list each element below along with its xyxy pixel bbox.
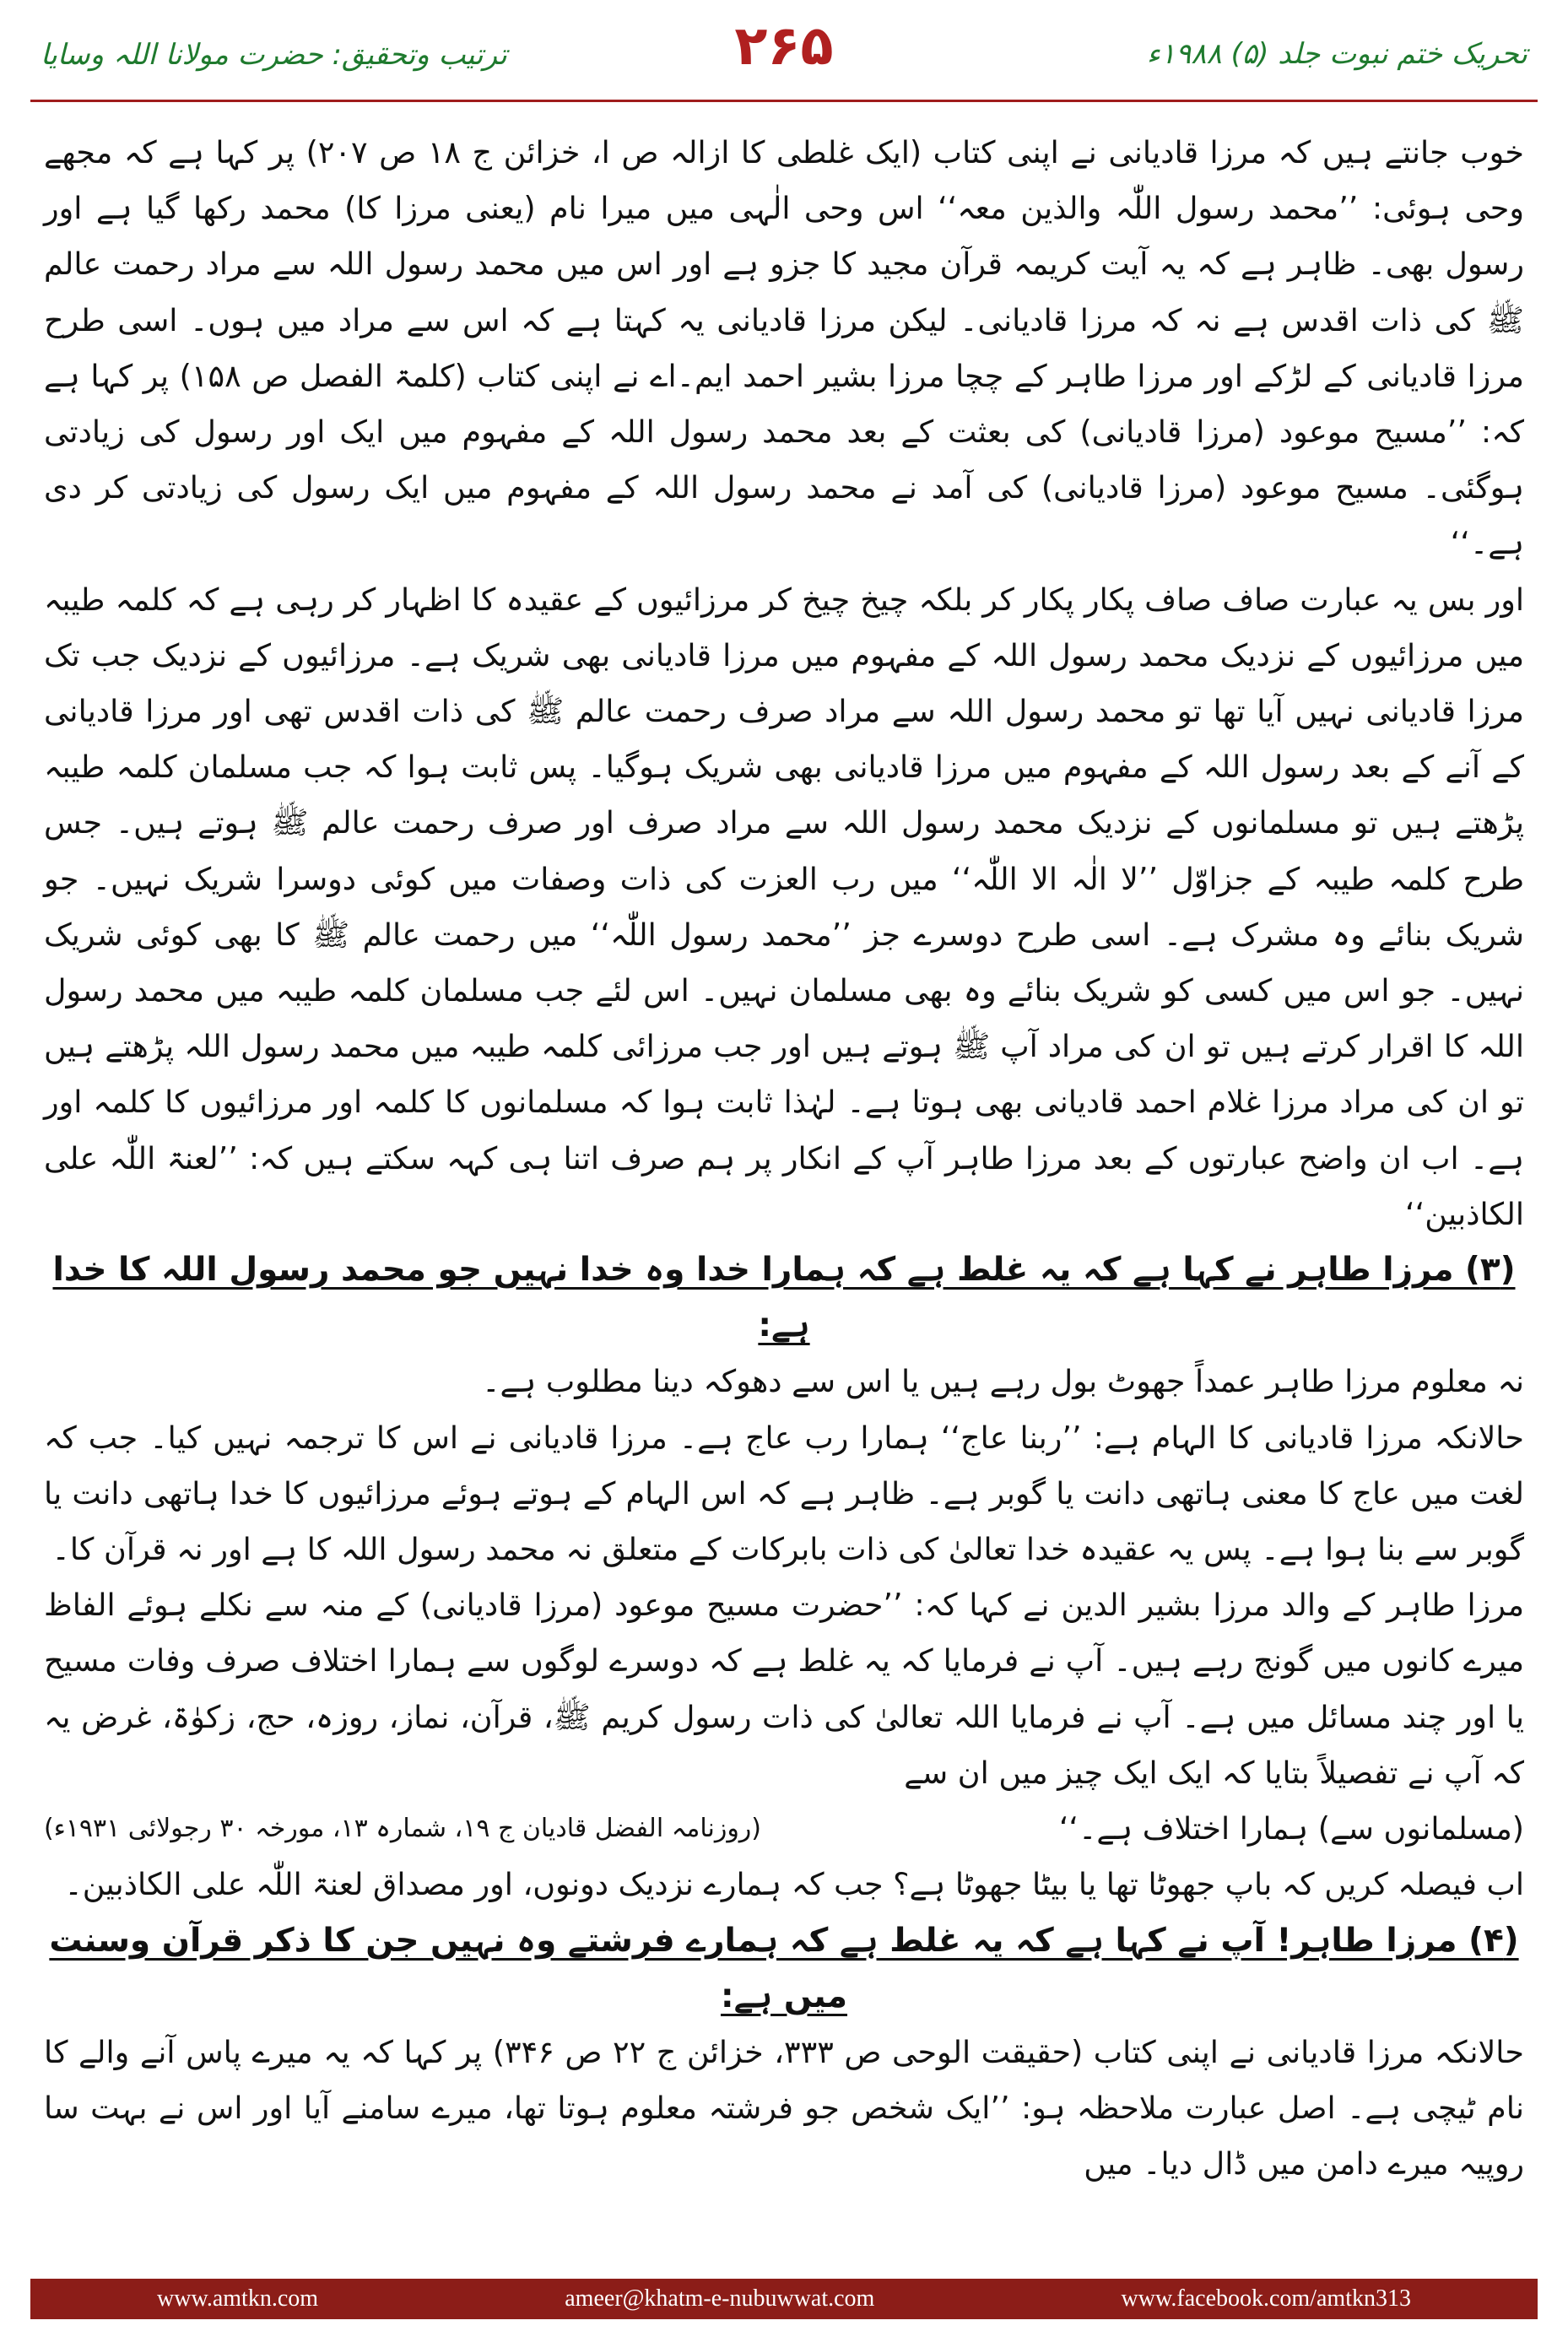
footer-facebook-link[interactable]: www.facebook.com/amtkn313 [1121,2285,1411,2312]
page-body [44,125,1524,2269]
page-header [0,0,1568,118]
paragraph-4: حالانکہ مرزا قادیانی کا الہام ہے: ’’ربنا عاج‘‘ ہمارا رب عاج ہے۔ مرزا قادیانی نے اس کا ترجمہ نہیں کیا۔ جب کہ لغت میں عاج کا معنی ہاتھی دانت یا گوبر ہے۔ ظاہر ہے کہ اس الہام کے ہوتے ہوئے مرزائیوں کا خدا ہاتھی دانت یا گوبر سے بنا ہوا ہے۔ پس یہ عقیدہ خدا تعالیٰ کی ذات بابرکات کے متعلق نہ محمد رسول اللہ کا ہے اور نہ قرآن کا۔ [44,1419,1524,1568]
paragraph-last: حالانکہ مرزا قادیانی نے اپنی کتاب (حقیقت الوحی ص ۳۳۳، خزائن ج ۲۲ ص ۳۴۶) پر کہا کہ یہ میرے پاس آنے والے کا نام ٹیچی ہے۔ اصل عبارت ملاحظہ ہو: ’’ایک شخص جو فرشتہ معلوم ہوتا تھا، میرے سامنے آیا اور اس نے بہت سا روپیہ میرے دامن میں ڈال دیا۔ میں [44,2033,1524,2182]
quote-end-text: (مسلمانوں سے) ہمارا اختلاف ہے۔‘‘ [1058,1810,1524,1847]
section-heading-4: (۴) مرزا طاہر! آپ نے کہا ہے کہ یہ غلط ہے کہ ہمارے فرشتے وہ نہیں جن کا ذکر قرآن وسنت میں ہے: [49,1921,1519,2015]
paragraph-2: اور بس یہ عبارت صاف صاف پکار پکار کر بلکہ چیخ چیخ کر مرزائیوں کے عقیدہ کا اظہار کر رہی ہے کہ کلمہ طیبہ میں مرزائیوں کے نزدیک محمد رسول اللہ کے مفہوم میں مرزا قادیانی بھی شریک ہے۔ مرزائیوں کے نزدیک جب تک مرزا قادیانی نہیں آیا تھا تو محمد رسول اللہ سے مراد صرف رحمت عالم ﷺ کی ذات اقدس تھی اور مرزا قادیانی کے آنے کے بعد رسول اللہ کے مفہوم میں مرزا قادیانی بھی شریک ہوگیا۔ پس ثابت ہوا کہ جب مسلمان کلمہ طیبہ پڑھتے ہیں تو مسلمانوں کے نزدیک محمد رسول اللہ سے مراد صرف اور صرف رحمت عالم ﷺ ہوتے ہیں۔ جس طرح کلمہ طیبہ کے جزاوّل ’’لا الٰہ الا اللّٰہ‘‘ میں رب العزت کی ذات وصفات میں کوئی دوسرا شریک نہیں۔ جو شریک بنائے وہ مشرک ہے۔ اسی طرح دوسرے جز ’’محمد رسول اللّٰہ‘‘ میں رحمت عالم ﷺ کا بھی کوئی شریک نہیں۔ جو اس میں کسی کو شریک بنائے وہ بھی مسلمان نہیں۔ اس لئے جب مسلمان کلمہ طیبہ میں محمد رسول اللہ کا اقرار کرتے ہیں تو ان کی مراد آپ ﷺ ہوتے ہیں اور جب مرزائی کلمہ طیبہ میں محمد رسول اللہ پڑھتے ہیں تو ان کی مراد مرزا غلام احمد قادیانی بھی ہوتا ہے۔ لہٰذا ثابت ہوا کہ مسلمانوں کا کلمہ اور مرزائیوں کا کلمہ اور ہے۔ اب ان واضح عبارتوں کے بعد مرزا طاہر آپ کے انکار پر ہم صرف اتنا ہی کہہ سکتے ہیں کہ: ’’لعنۃ اللّٰہ علی الکاذبین‘‘ [44,581,1524,1232]
compiler-credit: ترتیب وتحقیق: حضرت مولانا اللہ وسایا [41,38,507,72]
quote-source: (روزنامہ الفضل قادیان ج ۱۹، شمارہ ۱۳، مورخہ ۳۰ رجولائی ۱۹۳۱ء) [44,1814,761,1844]
page-number: ۲۶۵ [734,15,834,78]
paragraph-5: مرزا طاہر کے والد مرزا بشیر الدین نے کہا کہ: ’’حضرت مسیح موعود (مرزا قادیانی) کے منہ سے نکلے ہوئے الفاظ میرے کانوں میں گونج رہے ہیں۔ آپ نے فرمایا کہ یہ غلط ہے کہ دوسرے لوگوں سے ہمارا اختلاف صرف وفات مسیح یا اور چند مسائل میں ہے۔ آپ نے فرمایا اللہ تعالیٰ کی ذات رسول کریم ﷺ، قرآن، نماز، روزہ، حج، زکوٰۃ، غرض یہ کہ آپ نے تفصیلاً بتایا کہ ایک ایک چیز میں ان سے [44,1587,1524,1791]
paragraph-verdict: اب فیصلہ کریں کہ باپ جھوٹا تھا یا بیٹا جھوٹا ہے؟ جب کہ ہمارے نزدیک دونوں، اور مصداق لعنۃ اللّٰہ علی الکاذبین۔ [64,1866,1524,1903]
quote-end-line [44,1801,1524,1857]
book-title: تحریک ختم نبوت جلد (۵) ۱۹۸۸ء [1146,37,1527,71]
page-footer [30,2279,1538,2319]
footer-email-link[interactable]: ameer@khatm-e-nubuwwat.com [565,2285,875,2312]
paragraph-1: خوب جانتے ہیں کہ مرزا قادیانی نے اپنی کتاب (ایک غلطی کا ازالہ ص ا، خزائن ج ۱۸ ص ۲۰۷) پر کہا ہے کہ مجھے وحی ہوئی: ’’محمد رسول اللّٰہ والذین معہ‘‘ اس وحی الٰہی میں میرا نام (یعنی مرزا کا) محمد رکھا گیا ہے اور رسول بھی۔ ظاہر ہے کہ یہ آیت کریمہ قرآن مجید کا جزو ہے اور اس میں محمد رسول اللہ سے مراد رحمت عالم ﷺ کی ذات اقدس ہے نہ کہ مرزا قادیانی۔ لیکن مرزا قادیانی یہ کہتا ہے کہ اس سے مراد میں ہوں۔ اسی طرح مرزا قادیانی کے لڑکے اور مرزا طاہر کے چچا مرزا بشیر احمد ایم۔اے نے اپنی کتاب (کلمۃ الفصل ص ۱۵۸) پر کہا ہے کہ: ’’مسیح موعود (مرزا قادیانی) کی بعثت کے بعد محمد رسول اللہ کے مفہوم میں ایک اور رسول کی زیادتی ہوگئی۔ مسیح موعود (مرزا قادیانی) کی آمد نے محمد رسول اللہ کے مفہوم میں ایک رسول کی زیادتی کر دی ہے۔‘‘ [44,134,1524,562]
paragraph-3: نہ معلوم مرزا طاہر عمداً جھوٹ بول رہے ہیں یا اس سے دھوکہ دینا مطلوب ہے۔ [482,1363,1524,1400]
footer-website-link[interactable]: www.amtkn.com [157,2285,319,2312]
section-heading-3: (۳) مرزا طاہر نے کہا ہے کہ یہ غلط ہے کہ ہمارا خدا وہ خدا نہیں جو محمد رسول اللہ کا خدا ہے: [52,1251,1516,1345]
header-divider [30,100,1538,102]
